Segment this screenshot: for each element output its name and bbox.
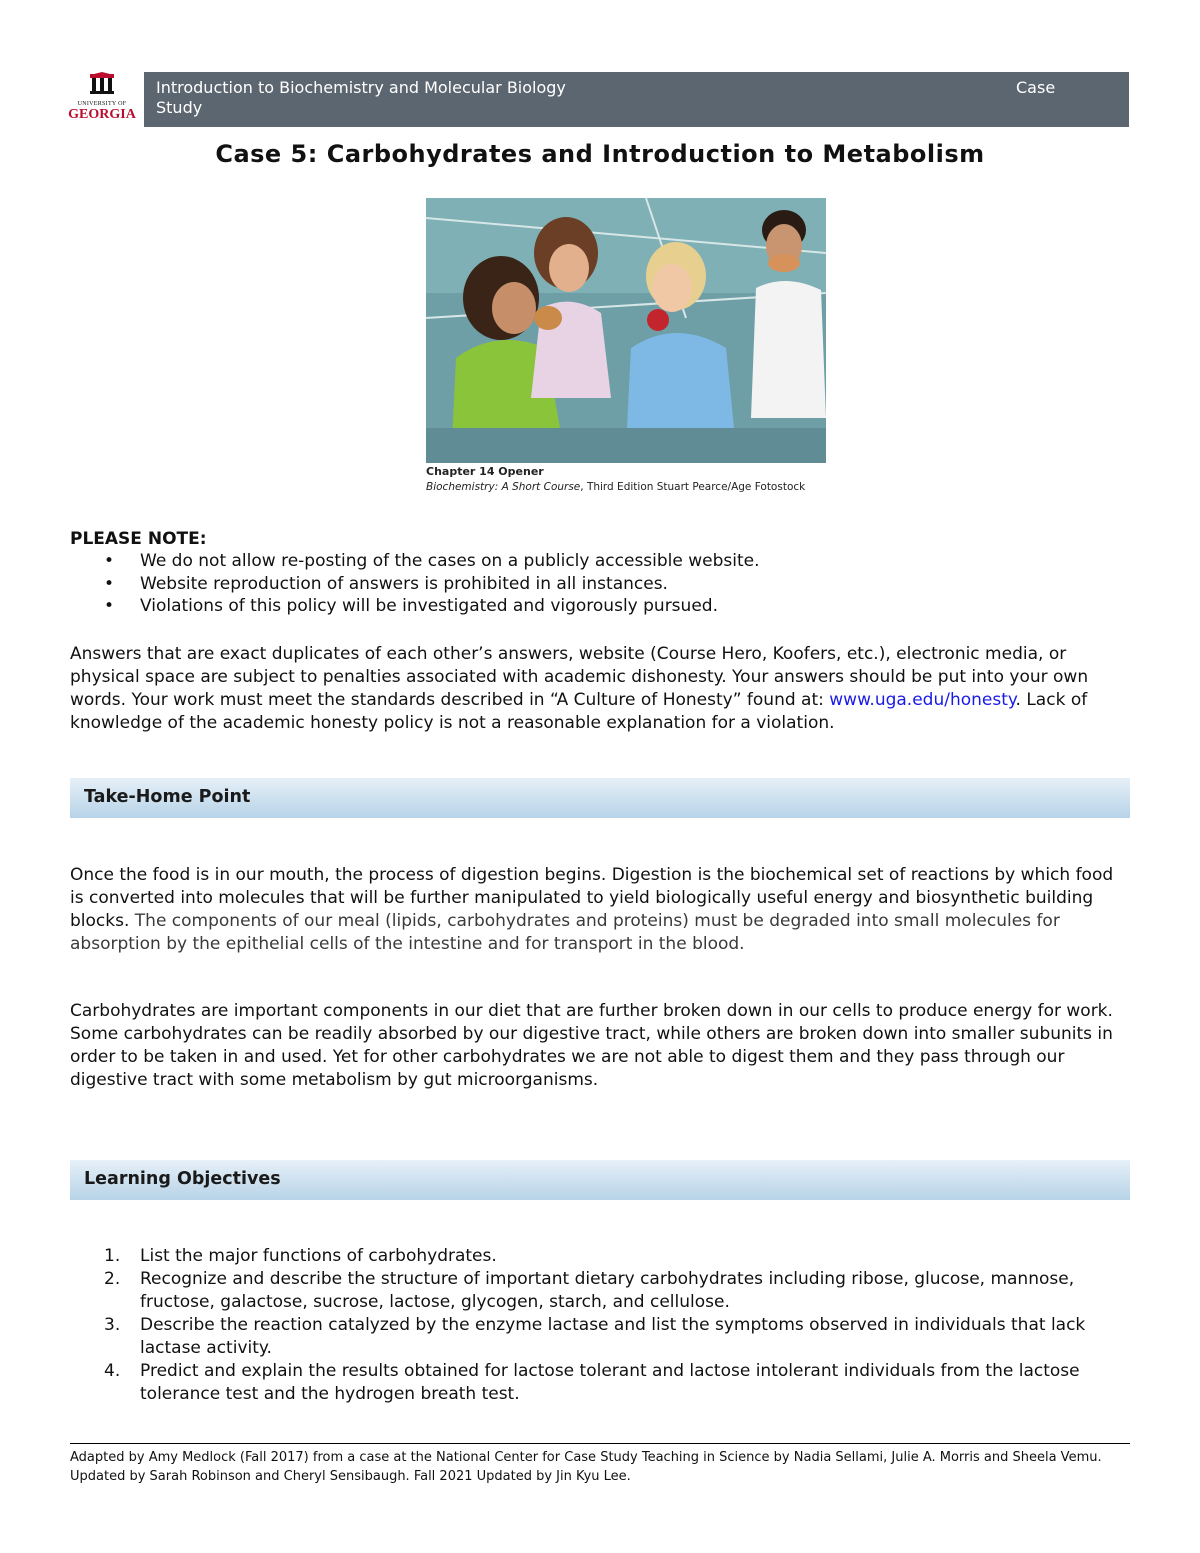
footer-credits: Adapted by Amy Medlock (Fall 2017) from a case at the National Center for Case Study Teaching in Science by Nadia Sellami, Julie A. Morris and Sheela Vemu. Updated by Sarah Robinson and Cheryl Sensibaugh. Fall 2021 Updated by Jin Kyu Lee. [70, 1450, 1102, 1484]
case-label: Case [1016, 78, 1056, 97]
page-title: Case 5: Carbohydrates and Introduction to Metabolism [215, 140, 985, 168]
honesty-text-after: . Lack of knowledge of the academic honesty policy is not a reasonable explanation for a violation. [70, 690, 1088, 733]
honesty-paragraph [70, 643, 1132, 735]
list-item [70, 1245, 1132, 1268]
logo-university-of: UNIVERSITY OF [77, 101, 127, 107]
figure-caption-rest: , Third Edition Stuart Pearce/Age Fotostock [580, 481, 806, 493]
list-text: List the major functions of carbohydrates. [140, 1246, 497, 1266]
figure-caption-credit [426, 481, 805, 493]
arch-icon [89, 72, 115, 94]
list-number: 3. [104, 1315, 121, 1335]
footer-divider [70, 1443, 1130, 1444]
list-number: 4. [104, 1361, 121, 1381]
course-title: Introduction to Biochemistry and Molecular Biology [156, 78, 566, 97]
study-label: Study [156, 98, 203, 117]
list-item: • Violations of this policy will be investigated and vigorously pursued. [70, 595, 760, 618]
section-take-home-point: Take-Home Point [70, 778, 1130, 818]
list-item [70, 1360, 1132, 1406]
logo-georgia: GEORGIA [68, 107, 136, 122]
list-text: Predict and explain the results obtained for lactose tolerant and lactose intolerant individuals from the lactose tolerance test and the hydrogen breath test. [140, 1361, 1080, 1404]
list-text: Describe the reaction catalyzed by the enzyme lactase and list the symptoms observed in individuals that lack lactase activity. [140, 1315, 1086, 1358]
university-logo [66, 72, 138, 128]
figure-caption-title: Chapter 14 Opener [426, 465, 544, 478]
honesty-link[interactable]: www.uga.edu/honesty [829, 690, 1016, 710]
digestion-text-part2: The components of our meal (lipids, carbohydrates and proteins) must be degraded into small molecules for absorption by the epithelial cells of the intestine and for transport in the blood. [70, 911, 1060, 954]
list-item [70, 1314, 1132, 1360]
children-eating-illustration [426, 198, 826, 463]
list-item: • Website reproduction of answers is prohibited in all instances. [70, 573, 760, 596]
chapter-opener-photo [426, 198, 826, 463]
list-item: • We do not allow re-posting of the cases on a publicly accessible website. [70, 550, 760, 573]
honesty-text-before: Answers that are exact duplicates of each other’s answers, website (Course Hero, Koofers, etc.), electronic media, or physical space are subject to penalties associated with academic dishonesty. Your answers should be put into your own words. Your work must meet the standards described in “A Culture of Honesty” found at: [70, 644, 1089, 710]
list-number: 2. [104, 1269, 121, 1289]
objectives-list [70, 1245, 1132, 1406]
digestion-text-part1: Once the food is in our mouth, the process of digestion begins. Digestion is the biochemical set of reactions by which food is converted into molecules that will be further manipulated to yield biologically useful energy and biosynthetic building blocks. [70, 865, 1114, 931]
figure-caption-book: Biochemistry: A Short Course [426, 481, 581, 493]
digestion-paragraph [70, 864, 1132, 956]
please-note-list [70, 550, 760, 618]
please-note-heading: PLEASE NOTE: [70, 529, 207, 549]
carbohydrates-paragraph: Carbohydrates are important components in our diet that are further broken down in our cells to produce energy for work. Some carbohydrates can be readily absorbed by our digestive tract, while others are broken down into smaller subunits in order to be taken in and used. Yet for other carbohydrates we are not able to digest them and they pass through our digestive tract with some metabolism by gut microorganisms. [70, 1001, 1113, 1090]
list-number: 1. [104, 1246, 121, 1266]
section-learning-objectives: Learning Objectives [70, 1160, 1130, 1200]
header-bar [144, 72, 1129, 127]
list-item [70, 1268, 1132, 1314]
list-text: Recognize and describe the structure of important dietary carbohydrates including ribose, glucose, mannose, fructose, galactose, sucrose, lactose, glycogen, starch, and cellulose. [140, 1269, 1075, 1312]
